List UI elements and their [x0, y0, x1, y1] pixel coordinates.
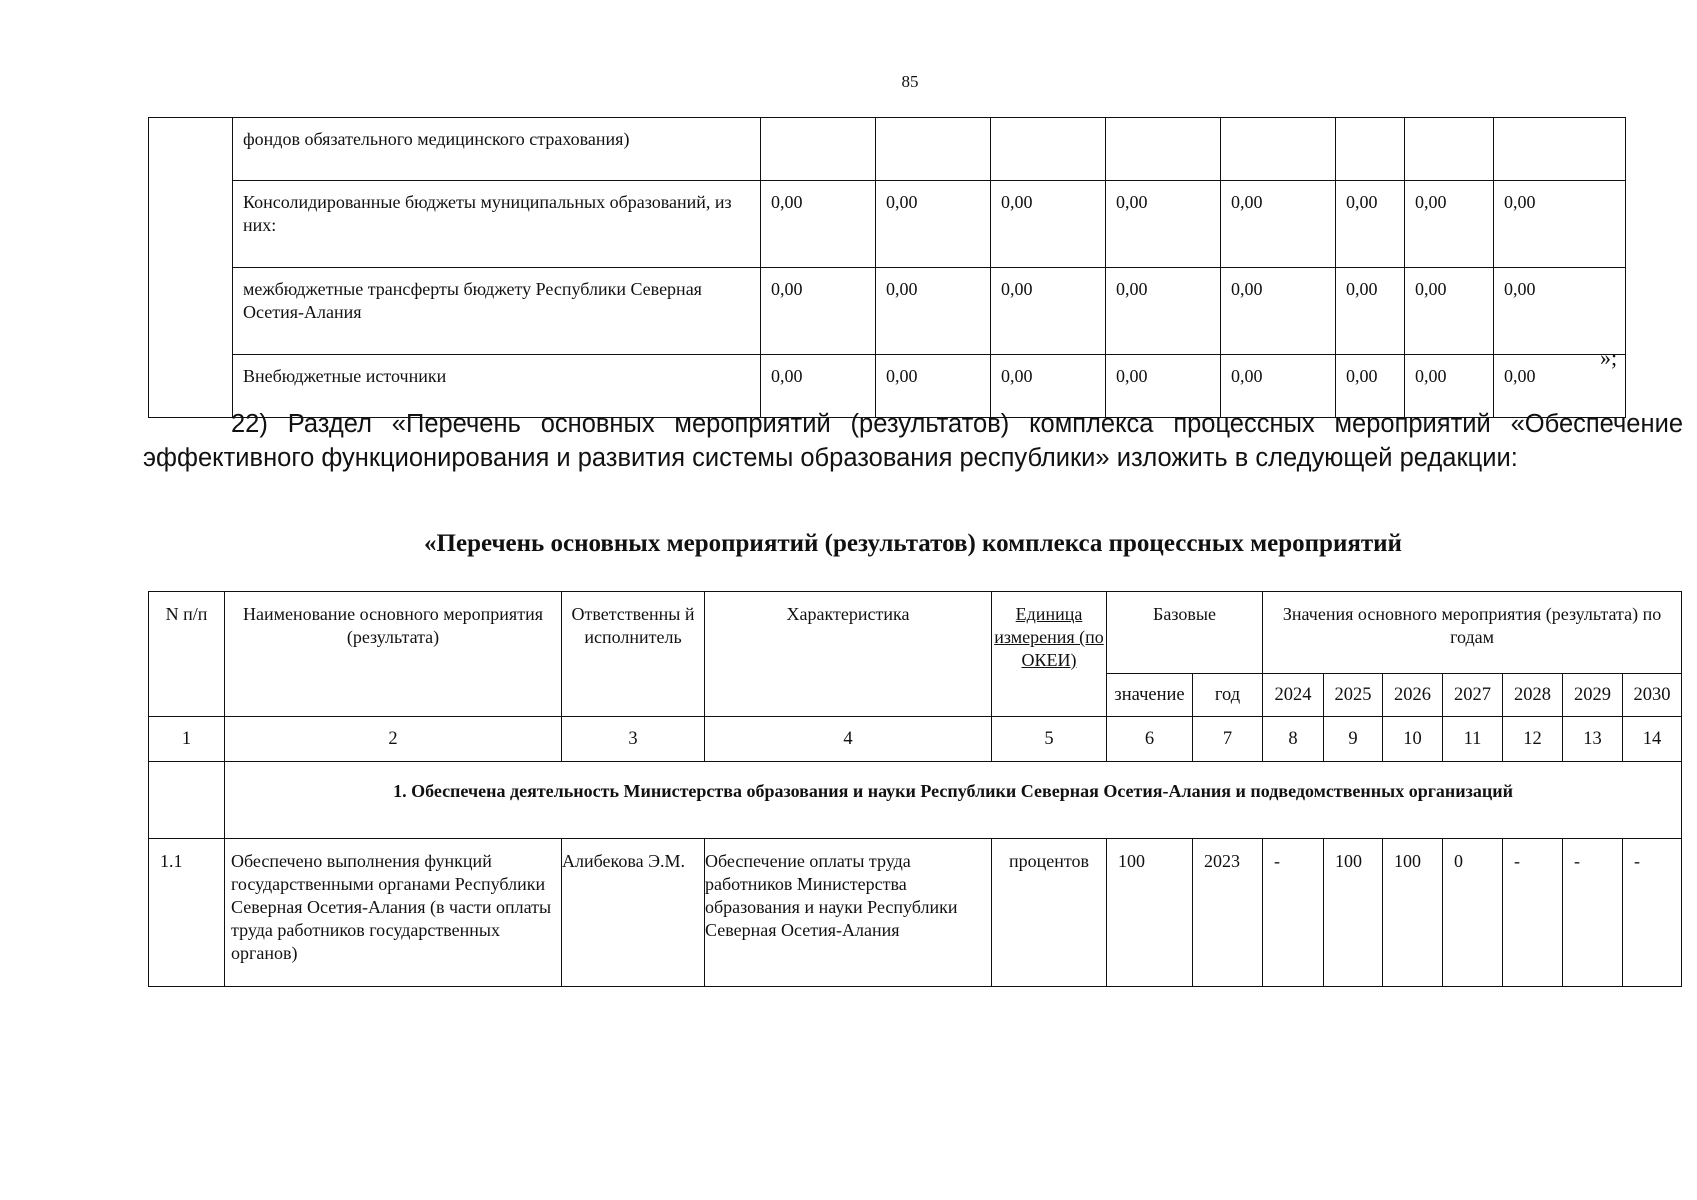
funding-value: 0,00	[1494, 355, 1626, 418]
header-num: N п/п	[149, 592, 225, 717]
column-number-row	[149, 717, 1682, 762]
funding-value	[761, 118, 876, 181]
row-responsible: Алибекова Э.М.	[562, 839, 705, 987]
row-name: Обеспечено выполнения функций государственными органами Республики Северная Осетия-Алания (в части оплаты труда работников государственных органов)	[225, 839, 562, 987]
funding-value: 0,00	[1106, 355, 1221, 418]
funding-row	[149, 181, 1626, 268]
row-year-value: -	[1623, 839, 1682, 987]
row-year-value: 0	[1443, 839, 1503, 987]
funding-value	[1336, 118, 1405, 181]
funding-row	[149, 118, 1626, 181]
funding-value	[1221, 118, 1336, 181]
row-year-value: 100	[1324, 839, 1383, 987]
header-characteristic: Характеристика	[705, 592, 992, 717]
measures-table	[148, 591, 1682, 987]
funding-row-label: фондов обязательного медицинского страхования)	[233, 118, 761, 181]
column-number: 11	[1443, 717, 1503, 762]
funding-value: 0,00	[1494, 268, 1626, 355]
funding-value: 0,00	[1405, 181, 1494, 268]
funding-value	[1405, 118, 1494, 181]
header-year: 2025	[1324, 674, 1383, 717]
amendment-paragraph: 22) Раздел «Перечень основных мероприятий (результатов) комплекса процессных мероприятий «Обеспечение эффективного функционирования и развития системы образования республики» изложить в следующей редакции:	[143, 410, 1683, 472]
column-number: 9	[1324, 717, 1383, 762]
row-characteristic: Обеспечение оплаты труда работников Министерства образования и науки Республики Северная Осетия-Алания	[705, 839, 992, 987]
funding-value: 0,00	[1494, 181, 1626, 268]
column-number: 2	[225, 717, 562, 762]
header-year: 2026	[1383, 674, 1443, 717]
row-unit: процентов	[992, 839, 1107, 987]
header-base-year: год	[1193, 674, 1263, 717]
funding-value: 0,00	[876, 181, 991, 268]
funding-value: 0,00	[761, 181, 876, 268]
funding-value: 0,00	[1221, 268, 1336, 355]
funding-value: 0,00	[1106, 268, 1221, 355]
funding-row-label: Консолидированные бюджеты муниципальных образований, из них:	[233, 181, 761, 268]
page-number: 85	[901, 72, 919, 91]
funding-value: 0,00	[991, 268, 1106, 355]
funding-value: 0,00	[876, 268, 991, 355]
section-empty-cell	[149, 762, 225, 839]
funding-value: 0,00	[761, 355, 876, 418]
header-base: Базовые	[1107, 592, 1263, 674]
header-year: 2027	[1443, 674, 1503, 717]
funding-value: 0,00	[991, 181, 1106, 268]
closing-quote: »;	[1600, 345, 1618, 370]
funding-row-label: Внебюджетные источники	[233, 355, 761, 418]
column-number: 13	[1563, 717, 1623, 762]
section-heading-row	[149, 762, 1682, 839]
funding-value: 0,00	[1405, 355, 1494, 418]
funding-value: 0,00	[761, 268, 876, 355]
column-number: 12	[1503, 717, 1563, 762]
funding-table	[148, 117, 1626, 418]
header-year: 2030	[1623, 674, 1682, 717]
section-title: «Перечень основных мероприятий (результатов) комплекса процессных мероприятий	[424, 530, 1402, 557]
column-number: 6	[1107, 717, 1193, 762]
column-number: 14	[1623, 717, 1682, 762]
funding-value: 0,00	[1336, 355, 1405, 418]
funding-value: 0,00	[1336, 268, 1405, 355]
header-year: 2024	[1263, 674, 1324, 717]
column-number: 5	[992, 717, 1107, 762]
row-year-value: 100	[1383, 839, 1443, 987]
column-number: 10	[1383, 717, 1443, 762]
funding-value: 0,00	[1405, 268, 1494, 355]
column-number: 3	[562, 717, 705, 762]
funding-value: 0,00	[876, 355, 991, 418]
header-base-value: значение	[1107, 674, 1193, 717]
funding-value	[991, 118, 1106, 181]
funding-value	[876, 118, 991, 181]
header-name: Наименование основного мероприятия (результата)	[225, 592, 562, 717]
funding-value: 0,00	[1221, 181, 1336, 268]
funding-value: 0,00	[1221, 355, 1336, 418]
row-num: 1.1	[149, 839, 225, 987]
funding-value: 0,00	[1336, 181, 1405, 268]
row-base-year: 2023	[1193, 839, 1263, 987]
funding-value: 0,00	[991, 355, 1106, 418]
funding-empty-cell	[149, 118, 233, 418]
header-unit: Единица измерения (по ОКЕИ)	[992, 592, 1107, 717]
header-responsible: Ответственны й исполнитель	[562, 592, 705, 717]
header-row	[149, 592, 1682, 674]
column-number: 4	[705, 717, 992, 762]
funding-value: 0,00	[1106, 181, 1221, 268]
table-row	[149, 839, 1682, 987]
funding-row	[149, 268, 1626, 355]
section-heading: 1. Обеспечена деятельность Министерства образования и науки Республики Северная Осетия-Алания и подведомственных организаций	[225, 762, 1682, 839]
row-year-value: -	[1263, 839, 1324, 987]
row-year-value: -	[1563, 839, 1623, 987]
header-values-by-year: Значения основного мероприятия (результата) по годам	[1263, 592, 1682, 674]
funding-value	[1494, 118, 1626, 181]
row-base-value: 100	[1107, 839, 1193, 987]
row-year-value: -	[1503, 839, 1563, 987]
funding-row-label: межбюджетные трансферты бюджету Республики Северная Осетия-Алания	[233, 268, 761, 355]
funding-value	[1106, 118, 1221, 181]
column-number: 7	[1193, 717, 1263, 762]
header-year: 2029	[1563, 674, 1623, 717]
header-year: 2028	[1503, 674, 1563, 717]
column-number: 8	[1263, 717, 1324, 762]
column-number: 1	[149, 717, 225, 762]
